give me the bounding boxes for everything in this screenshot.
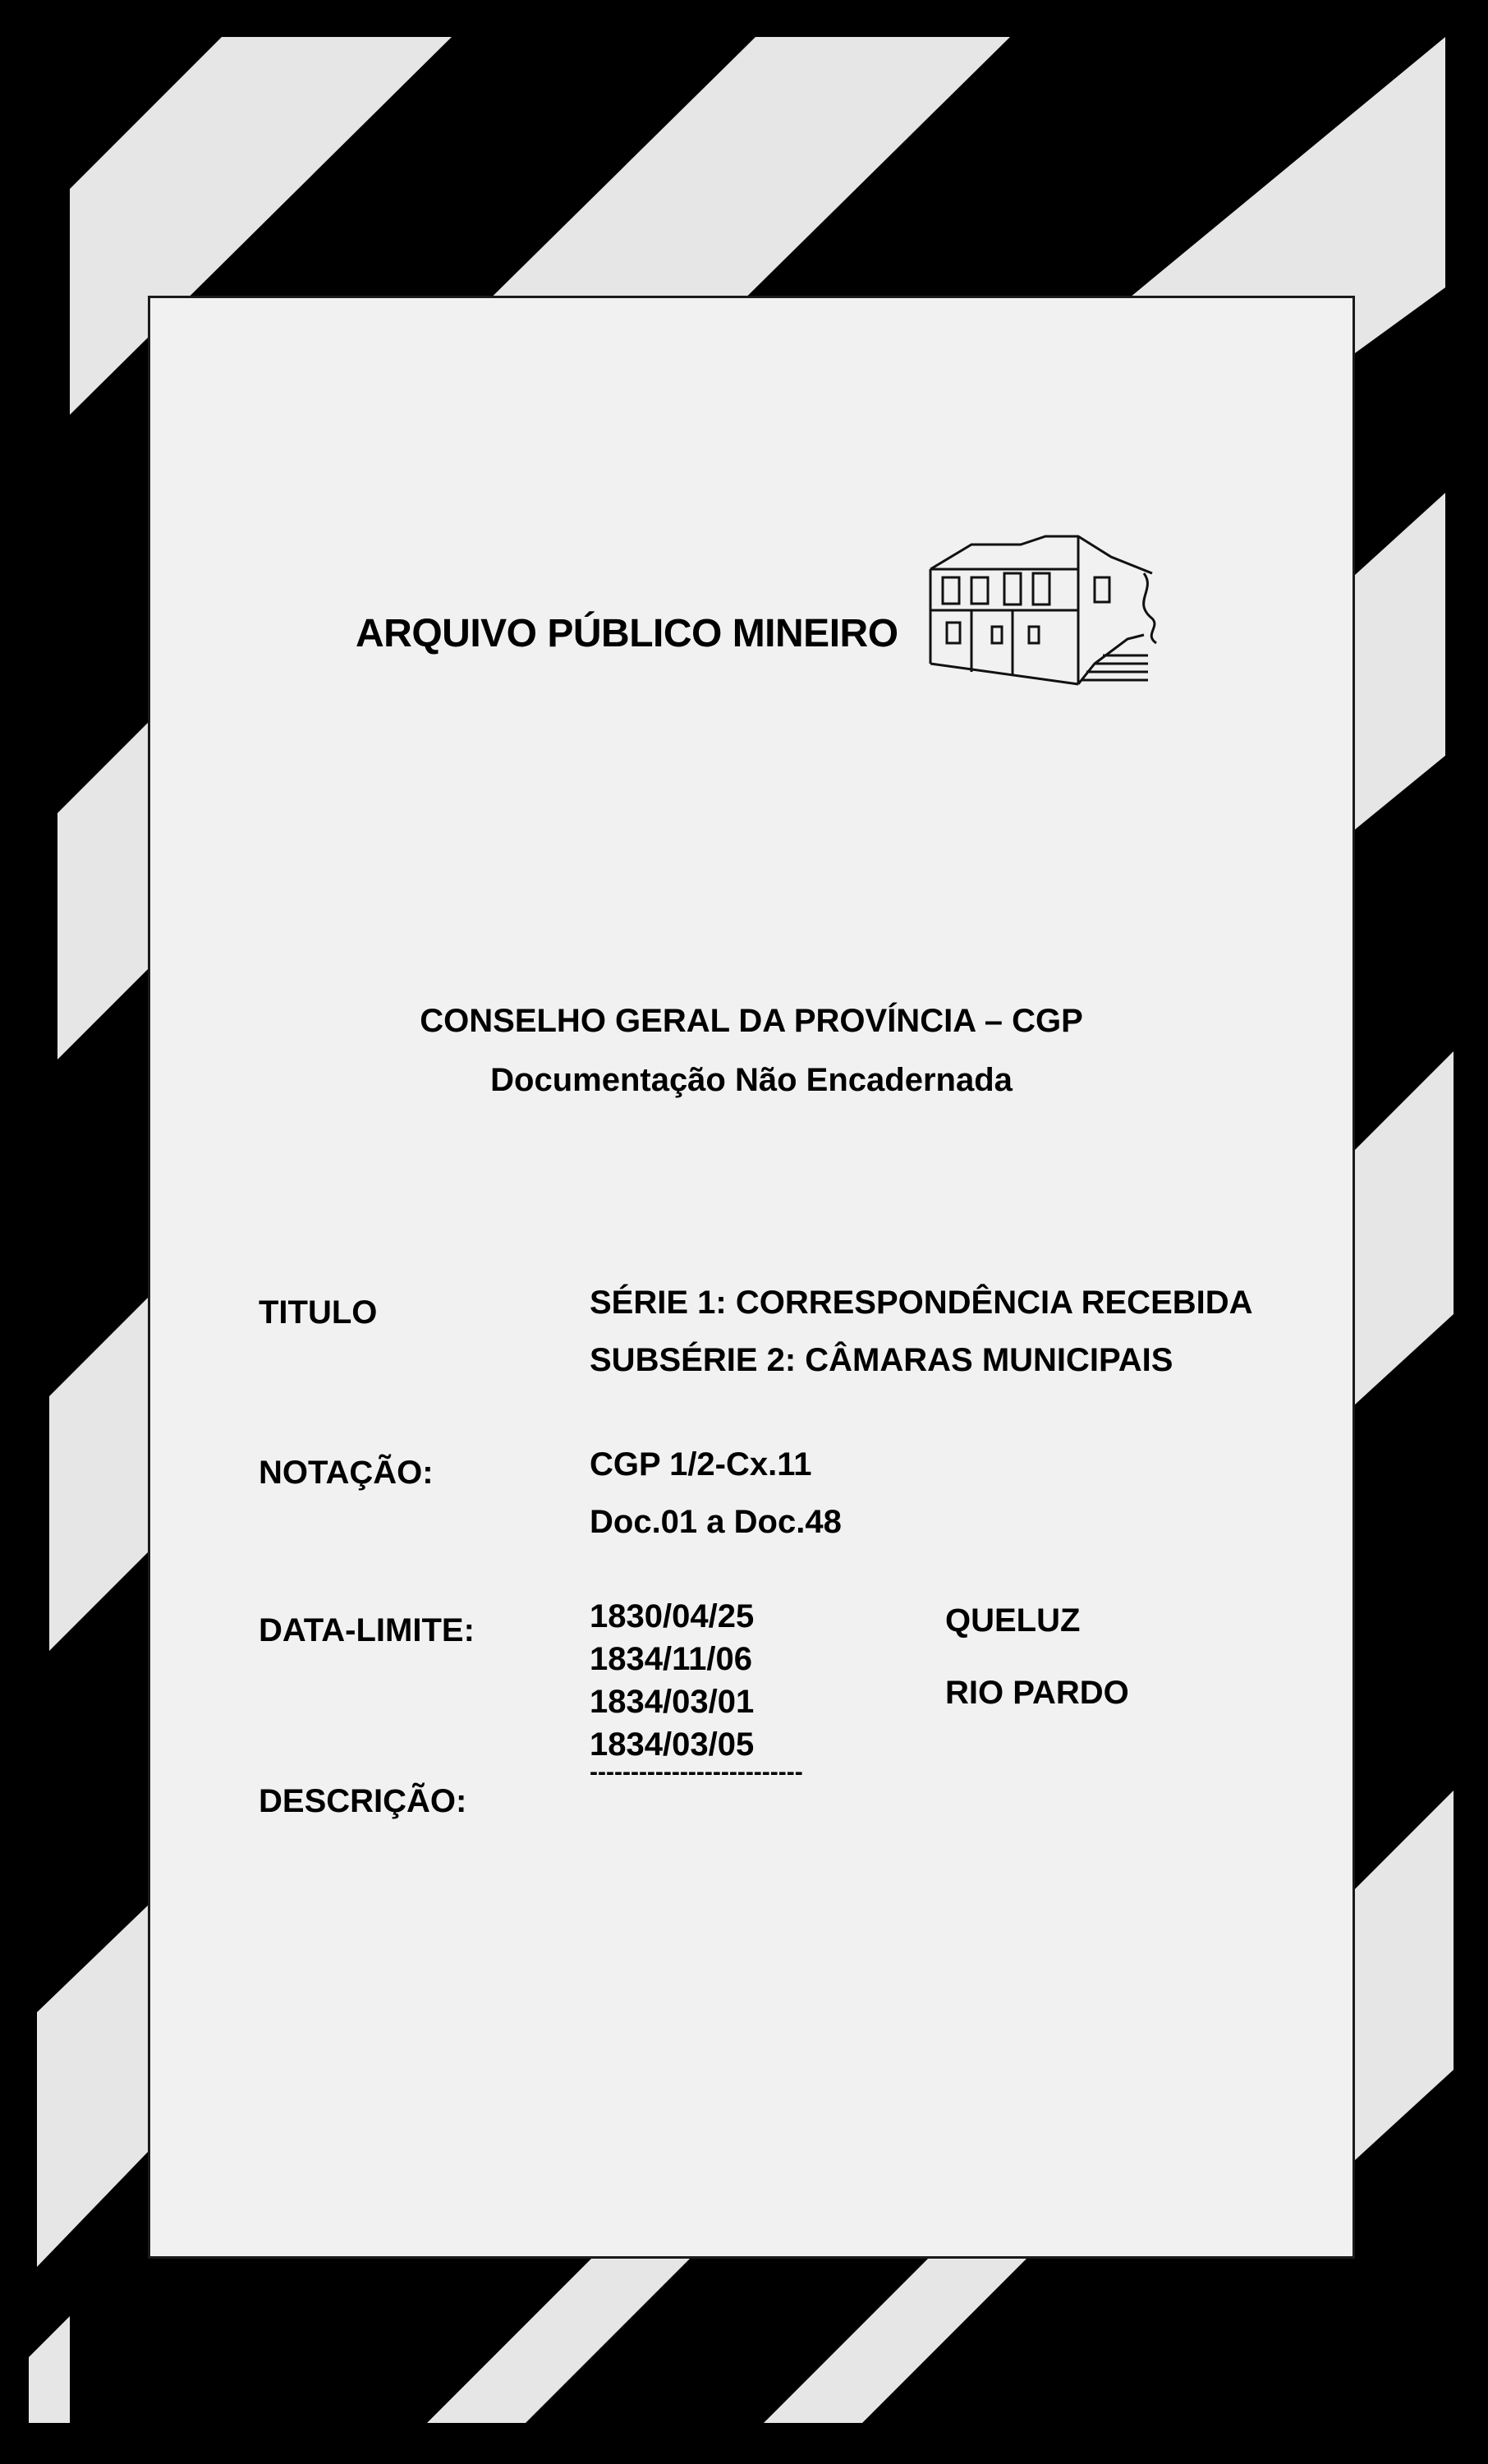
notacao-label: NOTAÇÃO: [259,1455,434,1491]
date-3: 1834/03/01 [590,1684,755,1720]
archive-building-icon [922,512,1169,709]
titulo-line-2: SUBSÉRIE 2: CÂMARAS MUNICIPAIS [590,1342,1173,1378]
fund-name: CONSELHO GERAL DA PROVÍNCIA – CGP [420,1003,1083,1039]
notacao-line-2: Doc.01 a Doc.48 [590,1504,842,1540]
document-cover-sheet [148,296,1355,2259]
titulo-label: TITULO [259,1294,378,1331]
descricao-value: -------------------------- [590,1758,803,1786]
place-1: QUELUZ [945,1602,1081,1639]
date-1: 1830/04/25 [590,1598,755,1634]
date-4: 1834/03/05 [590,1726,755,1763]
institution-title: ARQUIVO PÚBLICO MINEIRO [356,612,898,655]
fund-subtitle: Documentação Não Encadernada [490,1062,1013,1098]
titulo-line-1: SÉRIE 1: CORRESPONDÊNCIA RECEBIDA [590,1285,1253,1321]
data-limite-label: DATA-LIMITE: [259,1612,475,1648]
descricao-label: DESCRIÇÃO: [259,1783,467,1819]
notacao-line-1: CGP 1/2-Cx.11 [590,1446,812,1483]
date-2: 1834/11/06 [590,1641,752,1677]
place-2: RIO PARDO [945,1675,1129,1711]
